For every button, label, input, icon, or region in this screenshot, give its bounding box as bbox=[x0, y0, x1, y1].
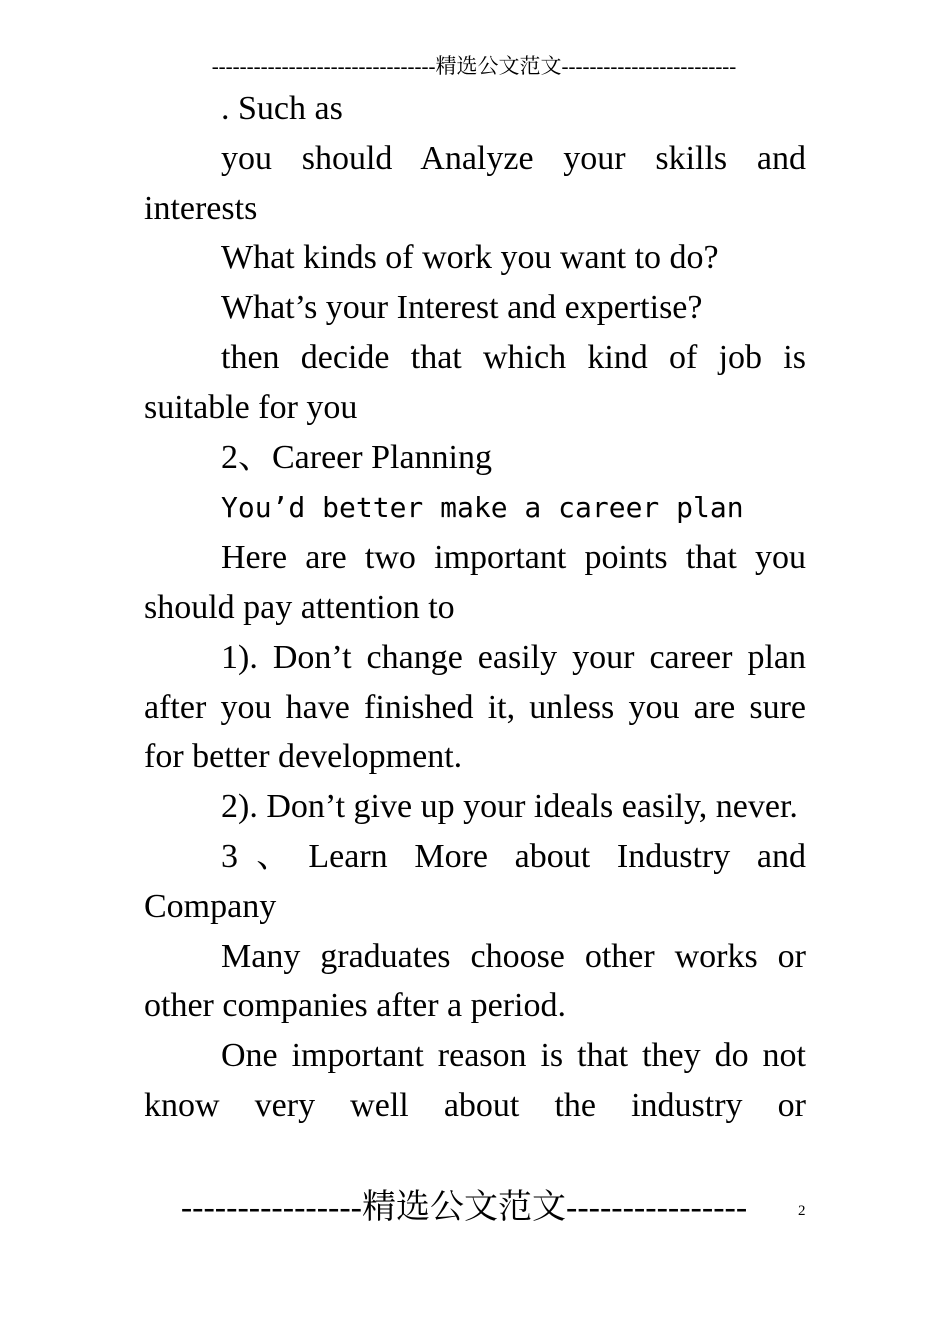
paragraph-interest-expertise: What’s your Interest and expertise? bbox=[221, 289, 703, 327]
paragraph-such-as: . Such as bbox=[221, 90, 343, 127]
paragraph-point-two: 2). Don’t give up your ideals easily, never. bbox=[221, 788, 798, 826]
page-footer: ----------------精选公文范文---------------- bbox=[180, 1189, 748, 1226]
paragraph-career-plan: You’d better make a career plan bbox=[221, 491, 744, 525]
paragraph-many-graduates: Many graduates choose other works or other companies after a period. bbox=[144, 937, 806, 1025]
paragraph-kinds-of-work: What kinds of work you want to do? bbox=[221, 239, 719, 277]
page-number: 2 bbox=[798, 1203, 806, 1219]
document-body bbox=[144, 84, 806, 1131]
heading-career-planning: 2、Career Planning bbox=[221, 438, 492, 476]
paragraph-point-one: 1). Don’t change easily your career plan after you have finished it, unless you are sure for better development. bbox=[144, 638, 806, 776]
paragraph-important-reason: One important reason is that they do not know very well about the industry or bbox=[144, 1037, 806, 1124]
paragraph-analyze-skills: you should Analyze your skills and interests bbox=[144, 139, 806, 227]
paragraph-two-points: Here are two important points that you should pay attention to bbox=[144, 539, 806, 626]
page-header: --------------------------------精选公文范文------------------------- bbox=[211, 54, 737, 78]
heading-learn-more: 3、Learn More about Industry and Company bbox=[144, 837, 806, 925]
paragraph-decide-job: then decide that which kind of job is suitable for you bbox=[144, 338, 806, 426]
paragraph-career-plan-line bbox=[144, 482, 806, 533]
